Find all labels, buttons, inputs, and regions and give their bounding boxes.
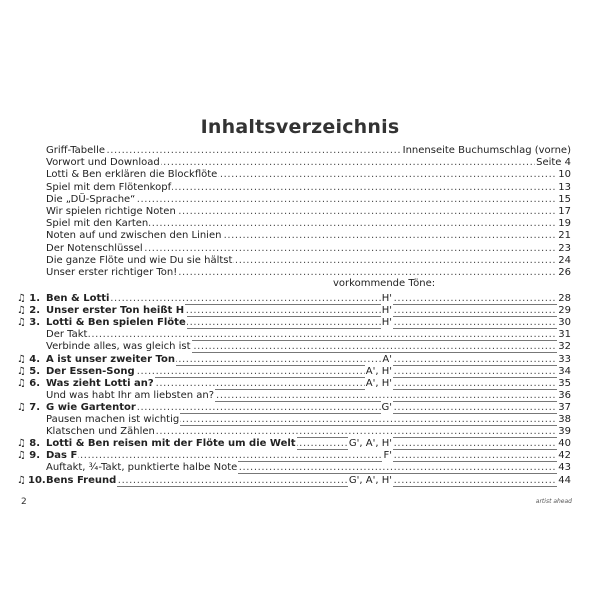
song-row [0, 316, 600, 329]
toc-row [0, 242, 600, 255]
toc-row-page: 13 [558, 181, 571, 193]
music-note-icon: ♫ [17, 450, 26, 462]
toc-row-page: 36 [558, 389, 571, 401]
toc-row-label: Griff-Tabelle [46, 145, 106, 156]
song-row [0, 474, 600, 487]
toc-row-page: Seite 4 [536, 157, 571, 169]
toc-row-page: 21 [558, 230, 571, 242]
song-tones: A', H' [365, 365, 392, 377]
music-note-icon: ♫ [17, 377, 26, 389]
toc-row [0, 193, 600, 206]
info-title: Pausen machen ist wichtig [46, 414, 180, 425]
toc-row-label: Unser erster richtiger Ton! [46, 267, 178, 278]
song-title: Bens Freund [46, 474, 117, 486]
toc-row [0, 168, 600, 181]
song-title: A ist unser zweiter Ton [46, 353, 175, 365]
music-note-icon: ♫ [17, 365, 26, 377]
song-title: Der Essen-Song [46, 365, 135, 377]
song-number: 3. [29, 317, 40, 329]
song-title: Unser erster Ton heißt H [46, 305, 185, 317]
toc-row-page: 35 [558, 377, 571, 389]
music-note-icon: ♫ [17, 317, 26, 329]
toc-row-label: Die „DÜ-Sprache“ [46, 193, 136, 205]
music-note-icon: ♫ [17, 305, 26, 317]
toc-row-page: 10 [558, 169, 571, 181]
song-number: 10. [28, 474, 46, 486]
toc-row-page: 40 [558, 438, 571, 450]
toc-row-label: Spiel mit den Karten [46, 218, 149, 230]
toc-row [0, 144, 600, 157]
toc-row-page: 34 [558, 365, 571, 377]
song-number: 8. [29, 438, 40, 450]
toc-row-page: 30 [558, 317, 571, 329]
info-title: Und was habt Ihr am liebsten an? [46, 389, 215, 401]
dot-leader [46, 449, 571, 462]
song-tones: H' [381, 293, 392, 304]
song-tones: G' [381, 401, 392, 413]
dot-leader [46, 474, 571, 487]
song-number: 4. [29, 353, 40, 365]
song-row [0, 449, 600, 462]
song-number: 6. [29, 377, 40, 389]
dot-leader [46, 292, 571, 305]
info-title: Der Takt [46, 329, 88, 341]
tones-column-header: vorkommende Töne: [333, 278, 436, 289]
toc-row-page: 24 [558, 254, 571, 266]
toc-row-label: Die ganze Flöte und wie Du sie hältst [46, 254, 233, 266]
toc-row-page: 43 [558, 462, 571, 474]
info-row [0, 413, 600, 426]
music-note-icon: ♫ [17, 474, 26, 486]
music-note-icon: ♫ [17, 293, 26, 304]
toc-row-page: 19 [558, 218, 571, 230]
song-row [0, 437, 600, 450]
song-number: 1. [29, 293, 40, 304]
song-title: Ben & Lotti [46, 293, 110, 304]
song-number: 5. [29, 365, 40, 377]
song-row [0, 401, 600, 414]
song-row [0, 292, 600, 305]
info-row [0, 461, 600, 474]
toc-row-label: Der Notenschlüssel [46, 242, 143, 254]
toc-row-label: Lotti & Ben erklären die Blockflöte [46, 169, 218, 181]
song-number: 9. [29, 450, 40, 462]
song-tones: G', A', H' [348, 474, 392, 486]
song-tones: H' [381, 305, 392, 317]
info-row [0, 389, 600, 402]
song-number: 2. [29, 305, 40, 317]
toc-row-page: 26 [558, 267, 571, 278]
toc-row-page: 29 [558, 305, 571, 317]
toc-row [0, 266, 600, 279]
toc-row-label: Noten auf und zwischen den Linien [46, 230, 222, 242]
toc-row-page: 23 [558, 242, 571, 254]
song-title: Das F [46, 450, 78, 462]
page-title: Inhaltsverzeichnis [200, 116, 400, 138]
song-title: G wie Gartentor [46, 401, 136, 413]
song-tones: F' [383, 450, 392, 462]
song-title: Lotti & Ben spielen Flöte [46, 317, 186, 329]
music-note-icon: ♫ [17, 353, 26, 365]
toc-row-page: 17 [558, 206, 571, 217]
toc-row-page: 33 [558, 353, 571, 365]
song-tones: A' [382, 353, 392, 365]
toc-row-label: Wir spielen richtige Noten [46, 206, 176, 217]
music-note-icon: ♫ [17, 401, 26, 413]
dot-leader [46, 328, 571, 341]
song-title: Lotti & Ben reisen mit der Flöte um die Welt [46, 438, 296, 450]
toc-row-page: Innenseite Buchumschlag (vorne) [402, 145, 571, 156]
footer-brand-logo: artist ahead [535, 498, 572, 505]
toc-row-page: 38 [558, 414, 571, 425]
info-row [0, 340, 600, 353]
info-row [0, 328, 600, 341]
toc-row-page: 32 [558, 341, 571, 353]
song-tones: G', A', H' [348, 438, 392, 450]
toc-row-page: 28 [558, 293, 571, 304]
toc-row [0, 181, 600, 194]
music-note-icon: ♫ [17, 438, 26, 450]
song-tones: A', H' [365, 377, 392, 389]
song-row [0, 353, 600, 366]
toc-row [0, 205, 600, 218]
toc-row-page: 15 [558, 193, 571, 205]
info-title: Verbinde alles, was gleich ist [46, 341, 191, 353]
toc-row [0, 254, 600, 267]
toc-row [0, 156, 600, 169]
footer-page-number: 2 [21, 497, 27, 507]
song-number: 7. [29, 401, 40, 413]
info-row [0, 425, 600, 438]
toc-row [0, 229, 600, 242]
toc-row-page: 42 [558, 450, 571, 462]
song-row [0, 377, 600, 390]
toc-row-page: 44 [558, 474, 571, 486]
info-title: Auftakt, ¾-Takt, punktierte halbe Note [46, 462, 238, 474]
toc-row-page: 37 [558, 401, 571, 413]
toc-row-label: Spiel mit dem Flötenkopf [46, 181, 172, 193]
toc-row-page: 39 [558, 426, 571, 438]
toc-row-page: 31 [558, 329, 571, 341]
info-title: Klatschen und Zählen [46, 426, 155, 438]
toc-row [0, 217, 600, 230]
song-tones: H' [381, 317, 392, 329]
toc-row-label: Vorwort und Download [46, 157, 160, 169]
song-row [0, 365, 600, 378]
song-title: Was zieht Lotti an? [46, 377, 154, 389]
song-row [0, 304, 600, 317]
